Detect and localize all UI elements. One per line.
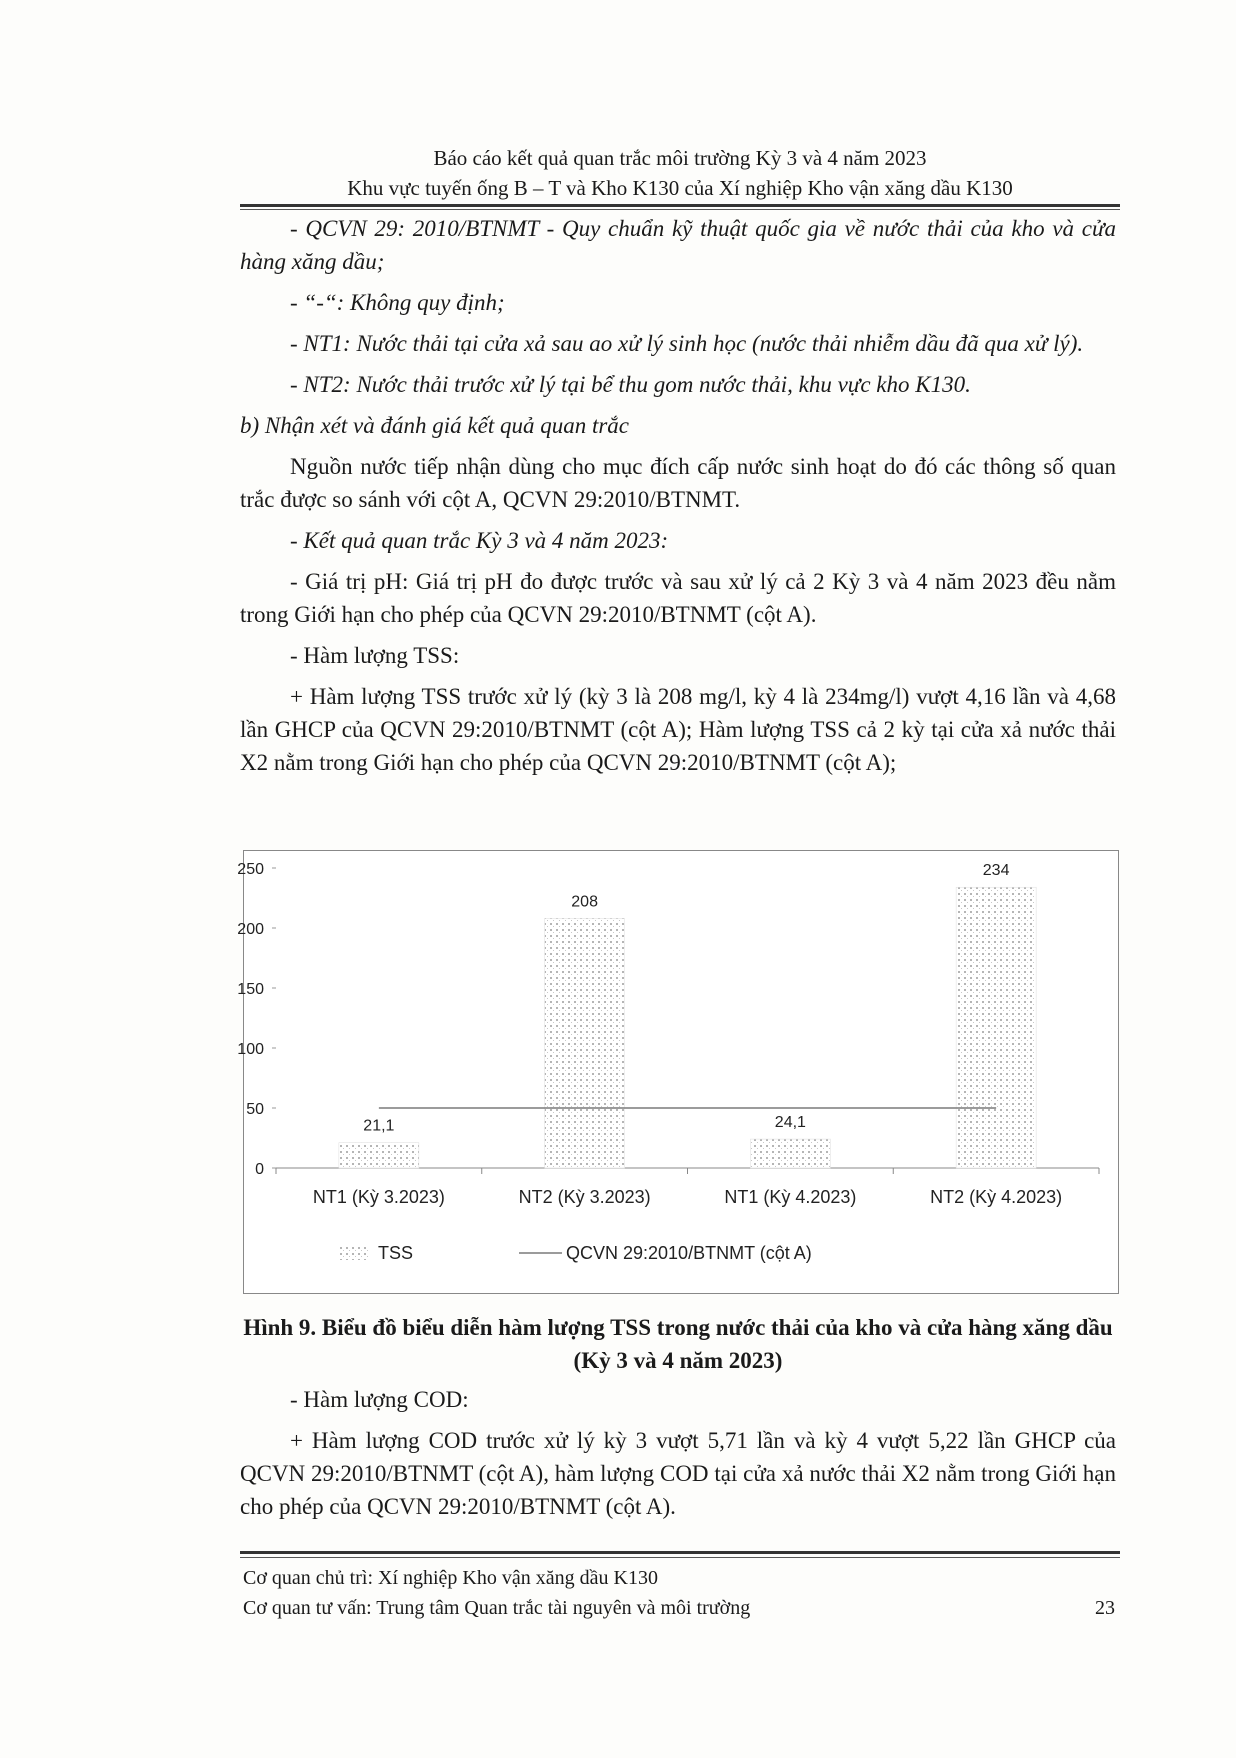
note-nt1: - NT1: Nước thải tại cửa xả sau ao xử lý sinh học (nước thải nhiễm dầu đã qua xử lý). bbox=[290, 331, 1084, 356]
legend-tss-swatch bbox=[340, 1246, 370, 1260]
tss-data-label-4: 234 bbox=[982, 862, 1010, 880]
cod-block bbox=[240, 1383, 1116, 1523]
footer-host-agency: Cơ quan chủ trì: Xí nghiệp Kho vận xăng dầu K130 bbox=[243, 1567, 658, 1589]
tss-data-label-1: 21,1 bbox=[363, 1117, 395, 1135]
cod-heading: - Hàm lượng COD: bbox=[290, 1387, 469, 1412]
note-qcvn: - QCVN 29: 2010/BTNMT - Quy chuẩn kỹ thuật quốc gia về nước thải của kho và cửa hàng xăng dầu; bbox=[240, 216, 1116, 274]
tss-bar-1 bbox=[339, 1143, 419, 1168]
page-header bbox=[240, 143, 1120, 203]
legend-qcvn-label: QCVN 29:2010/BTNMT (cột A) bbox=[566, 1243, 812, 1263]
x-category-label-1: NT1 (Kỳ 3.2023) bbox=[312, 1187, 445, 1207]
page-footer bbox=[243, 1563, 1115, 1623]
note-dash: - “-“: Không quy định; bbox=[290, 290, 505, 315]
page-number: 23 bbox=[1095, 1597, 1115, 1619]
tss-heading: - Hàm lượng TSS: bbox=[290, 643, 460, 668]
tss-data-label-3: 24,1 bbox=[774, 1114, 806, 1132]
header-line-2: Khu vực tuyến ống B – T và Kho K130 của Xí nghiệp Kho vận xăng dầu K130 bbox=[347, 176, 1013, 200]
y-tick-label-200: 200 bbox=[237, 921, 264, 938]
footer-rule bbox=[240, 1551, 1120, 1554]
tss-bar-3 bbox=[750, 1139, 830, 1168]
footer-rule-thin bbox=[240, 1557, 1120, 1558]
header-line-1: Báo cáo kết quả quan trắc môi trường Kỳ 3 và 4 năm 2023 bbox=[433, 146, 927, 170]
y-tick-label-150: 150 bbox=[237, 981, 264, 998]
tss-data-label-2: 208 bbox=[571, 893, 598, 911]
note-nt2: - NT2: Nước thải trước xử lý tại bể thu gom nước thải, khu vực kho K130. bbox=[290, 372, 971, 397]
cod-paragraph: + Hàm lượng COD trước xử lý kỳ 3 vượt 5,71 lần và kỳ 4 vượt 5,22 lần GHCP của QCVN 29:2010/BTNMT (cột A), hàm lượng COD tại cửa xả nước thải X2 nằm trong Giới hạn cho phép của QCVN 29:2010/BTNMT (cột A). bbox=[240, 1428, 1116, 1519]
x-category-label-2: NT2 (Kỳ 3.2023) bbox=[518, 1187, 651, 1207]
notes-block bbox=[240, 212, 1116, 779]
intro-paragraph: Nguồn nước tiếp nhận dùng cho mục đích cấp nước sinh hoạt do đó các thông số quan trắc được so sánh với cột A, QCVN 29:2010/BTNMT. bbox=[240, 454, 1116, 512]
x-category-label-4: NT2 (Kỳ 4.2023) bbox=[930, 1187, 1063, 1207]
y-tick-label-0: 0 bbox=[255, 1161, 264, 1178]
y-tick-label-50: 50 bbox=[246, 1101, 264, 1118]
tss-chart-frame bbox=[237, 850, 1119, 1294]
footer-consultant: Cơ quan tư vấn: Trung tâm Quan trắc tài nguyên và môi trường bbox=[243, 1597, 751, 1619]
tss-bar-2 bbox=[545, 918, 625, 1168]
x-category-label-3: NT1 (Kỳ 4.2023) bbox=[724, 1187, 857, 1207]
tss-paragraph: + Hàm lượng TSS trước xử lý (kỳ 3 là 208 mg/l, kỳ 4 là 234mg/l) vượt 4,16 lần và 4,68 lần GHCP của QCVN 29:2010/BTNMT (cột A); Hàm lượng TSS cả 2 kỳ tại cửa xả nước thải X2 nằm trong Giới hạn cho phép của QCVN 29:2010/BTNMT (cột A); bbox=[240, 684, 1116, 775]
ph-paragraph: - Giá trị pH: Giá trị pH đo được trước và sau xử lý cả 2 Kỳ 3 và 4 năm 2023 đều nằm trong Giới hạn cho phép của QCVN 29:2010/BTNMT (cột A). bbox=[240, 569, 1116, 627]
tss-chart bbox=[237, 851, 1118, 1293]
tss-bar-4 bbox=[956, 887, 1036, 1168]
y-tick-label-100: 100 bbox=[237, 1041, 264, 1058]
section-title: b) Nhận xét và đánh giá kết quả quan trắc bbox=[240, 413, 630, 438]
header-rule-thin bbox=[240, 209, 1120, 210]
legend-tss-label: TSS bbox=[378, 1243, 414, 1263]
y-tick-label-250: 250 bbox=[237, 861, 264, 878]
results-heading: - Kết quả quan trắc Kỳ 3 và 4 năm 2023: bbox=[290, 528, 669, 553]
figure-caption: Hình 9. Biểu đồ biểu diễn hàm lượng TSS trong nước thải của kho và cửa hàng xăng dầu (Kỳ 3 và 4 năm 2023) bbox=[243, 1315, 1113, 1373]
header-rule bbox=[240, 204, 1120, 207]
